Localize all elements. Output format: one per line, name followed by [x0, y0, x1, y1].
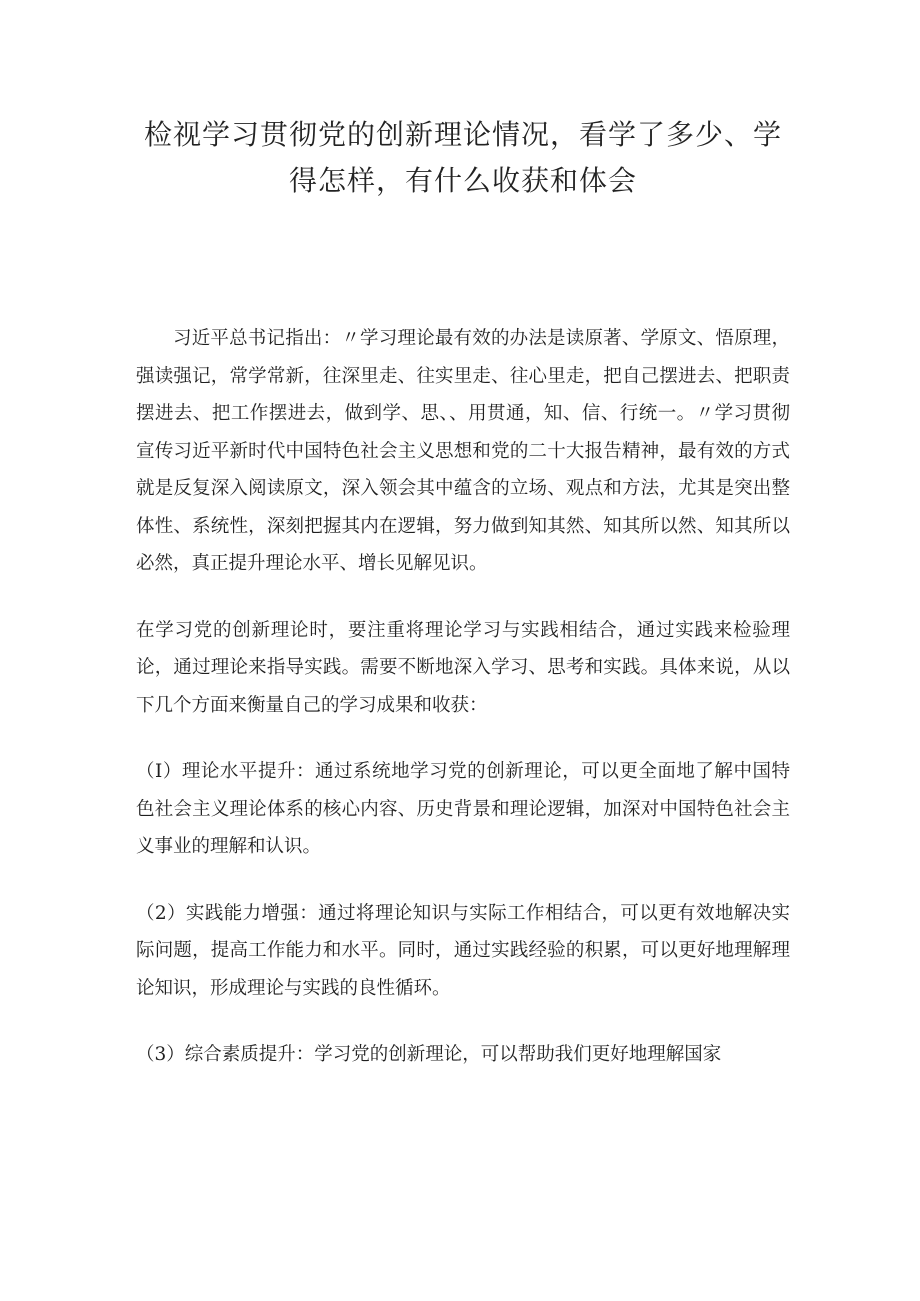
paragraph-theory-practice: 在学习党的创新理论时，要注重将理论学习与实践相结合，通过实践来检验理论，通过理论来指导实践。需要不断地深入学习、思考和实践。具体来说，从以下几个方面来衡量自己的学习成果和收获：	[136, 619, 790, 716]
paragraph-intro-quote: 习近平总书记指出：〃学习理论最有效的办法是读原著、学原文、悟原理，强读强记，常学常新，往深里走、往实里走、往心里走，把自己摆进去、把职责摆进去、把工作摆进去，做到学、思、、用贯通，知、信、行统一。〃学习贯彻宣传习近平新时代中国特色社会主义思想和党的二十大报告精神，最有效的方式就是反复深入阅读原文，深入领会其中蕴含的立场、观点和方法，尤其是突出整体性、系统性，深刻把握其内在逻辑，努力做到知其然、知其所以然、知其所以必然，真正提升理论水平、增长见解见识。	[136, 328, 790, 574]
paragraph-point-2: （2）实践能力增强：通过将理论知识与实际工作相结合，可以更有效地解决实际问题，提高工作能力和水平。同时，通过实践经验的积累，可以更好地理解理论知识，形成理论与实践的良性循环。	[136, 902, 790, 999]
paragraph-point-1: （I）理论水平提升：通过系统地学习党的创新理论，可以更全面地了解中国特色社会主义理论体系的核心内容、历史背景和理论逻辑，加深对中国特色社会主义事业的理解和认识。	[136, 761, 790, 857]
paragraph-point-3: （3）综合素质提升：学习党的创新理论，可以帮助我们更好地理解国家	[136, 1044, 722, 1065]
document-title: 检视学习贯彻党的创新理论情况，看学了多少、学得怎样，有什么收获和体会	[143, 118, 782, 197]
